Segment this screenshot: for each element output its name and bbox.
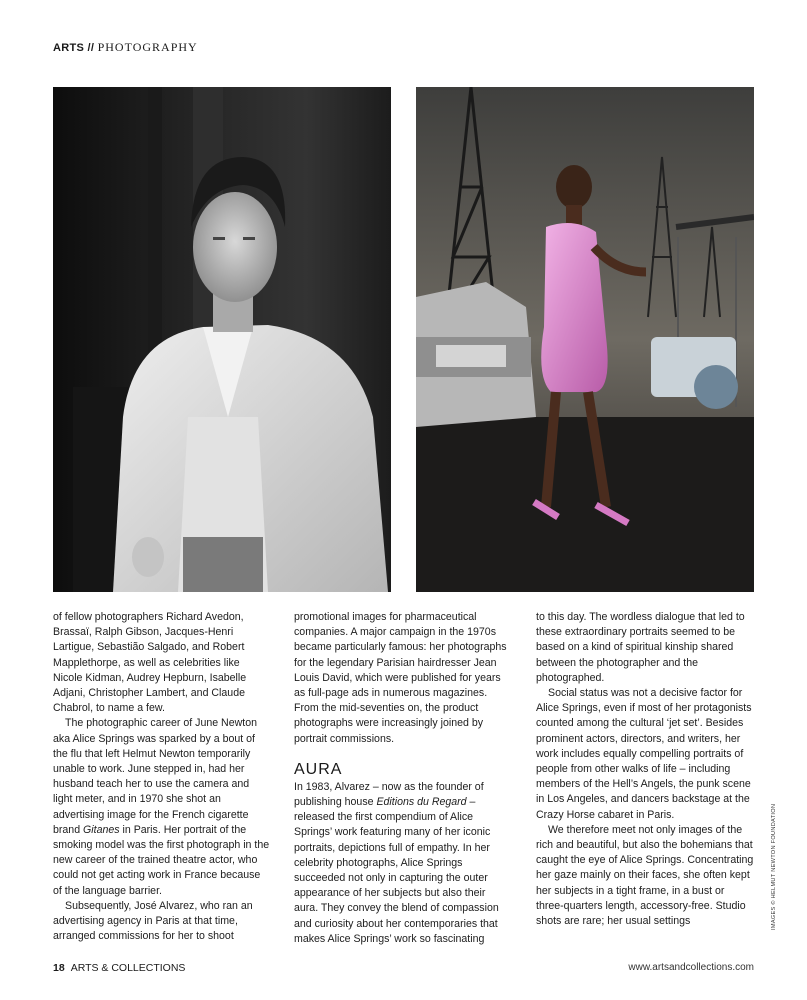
text-column-3 [536,610,754,929]
paragraph: We therefore meet not only images of the rich and beautiful, but also the bohemians that caught the eye of Alice Springs. Concentrating her gaze mainly on their faces, she often kept her subjects in a tight frame, in a bust or three-quarters length, accessory-free. Studio shots are rare; her usual settings [536,823,754,928]
publication-name: ARTS & COLLECTIONS [70,962,186,974]
brand-name: Gitanes [83,823,120,836]
section-separator: // [84,42,98,54]
paragraph: of fellow photographers Richard Avedon, Brassaï, Ralph Gibson, Jacques-Henri Lartigue, Sebastião Salgado, and Robert Mapplethorpe, as well as celebrities like Nicole Kidman, Audrey Hepburn, Isabelle Adjani, Christopher Lambert, and Claude Chabrol, to name a few. [53,611,247,715]
paragraph: The photographic career of June Newton aka Alice Springs was sparked by a bout of the flu that left Helmut Newton temporarily unable to work. June stepped in, had her husband teach her to use the camera and light meter, and in 1970 she shot an advertising image for the French cigarette brand Gitanes in Paris. Her portrait of the smoking model was the first photograph in the new career of the trained theatre actor, who could not get acting work in France because of the language barrier. [53,717,270,897]
section-heading: AURA [294,760,343,778]
footer-left [53,962,185,974]
image-credit: IMAGES © HELMUT NEWTON FOUNDATION [771,803,777,930]
footer-url[interactable]: www.artsandcollections.com [628,962,754,973]
paragraph: In 1983, Alvarez – now as the founder of publishing house Editions du Regard – released the first compendium of Alice Springs’ work featuring many of her iconic portraits, depictions full of empathy. In her celebrity photographs, Alice Springs succeeded not only in capturing the outer appearance of her subjects but also their aura. They convey the blend of compassion and curiosity about her contemporaries that makes Alice Springs’ work so fascinating [294,780,499,945]
text-column-1 [53,610,271,944]
section-header [53,40,198,55]
paragraph: Subsequently, José Alvarez, who ran an advertising agency in Paris at that time, arranged commissions for her to shoot [53,899,253,943]
section-label: ARTS [53,42,85,54]
publisher-name: Editions du Regard [376,796,467,809]
page-number: 18 [53,962,65,974]
paragraph: to this day. The wordless dialogue that led to these extraordinary portraits seemed to be based on a kind of spiritual kinship shared between the photographer and the photographed. [536,611,745,684]
fashion-photo-woman [416,87,754,592]
paragraph: Social status was not a decisive factor for Alice Springs, even if most of her protagonists counted among the cultural ‘jet set’. Besides prominent actors, directors, and writers, her work includes equally compelling portraits of people from other walks of life – including members of the Hell’s Angels, the punk scene in Los Angeles, and dancers backstage at the Crazy Horse cabaret in Paris. [536,687,752,821]
section-sublabel: PHOTOGRAPHY [97,40,198,54]
portrait-photo-man [53,87,391,592]
paragraph: promotional images for pharmaceutical companies. A major campaign in the 1970s became particularly famous: her photographs for the legendary Parisian hairdresser Jean Louis David, which were published for years as full-page ads in numerous magazines. From the mid-seventies on, the product photographs were increasingly joined by portrait commissions. [294,611,507,745]
text-column-2 [294,610,512,947]
